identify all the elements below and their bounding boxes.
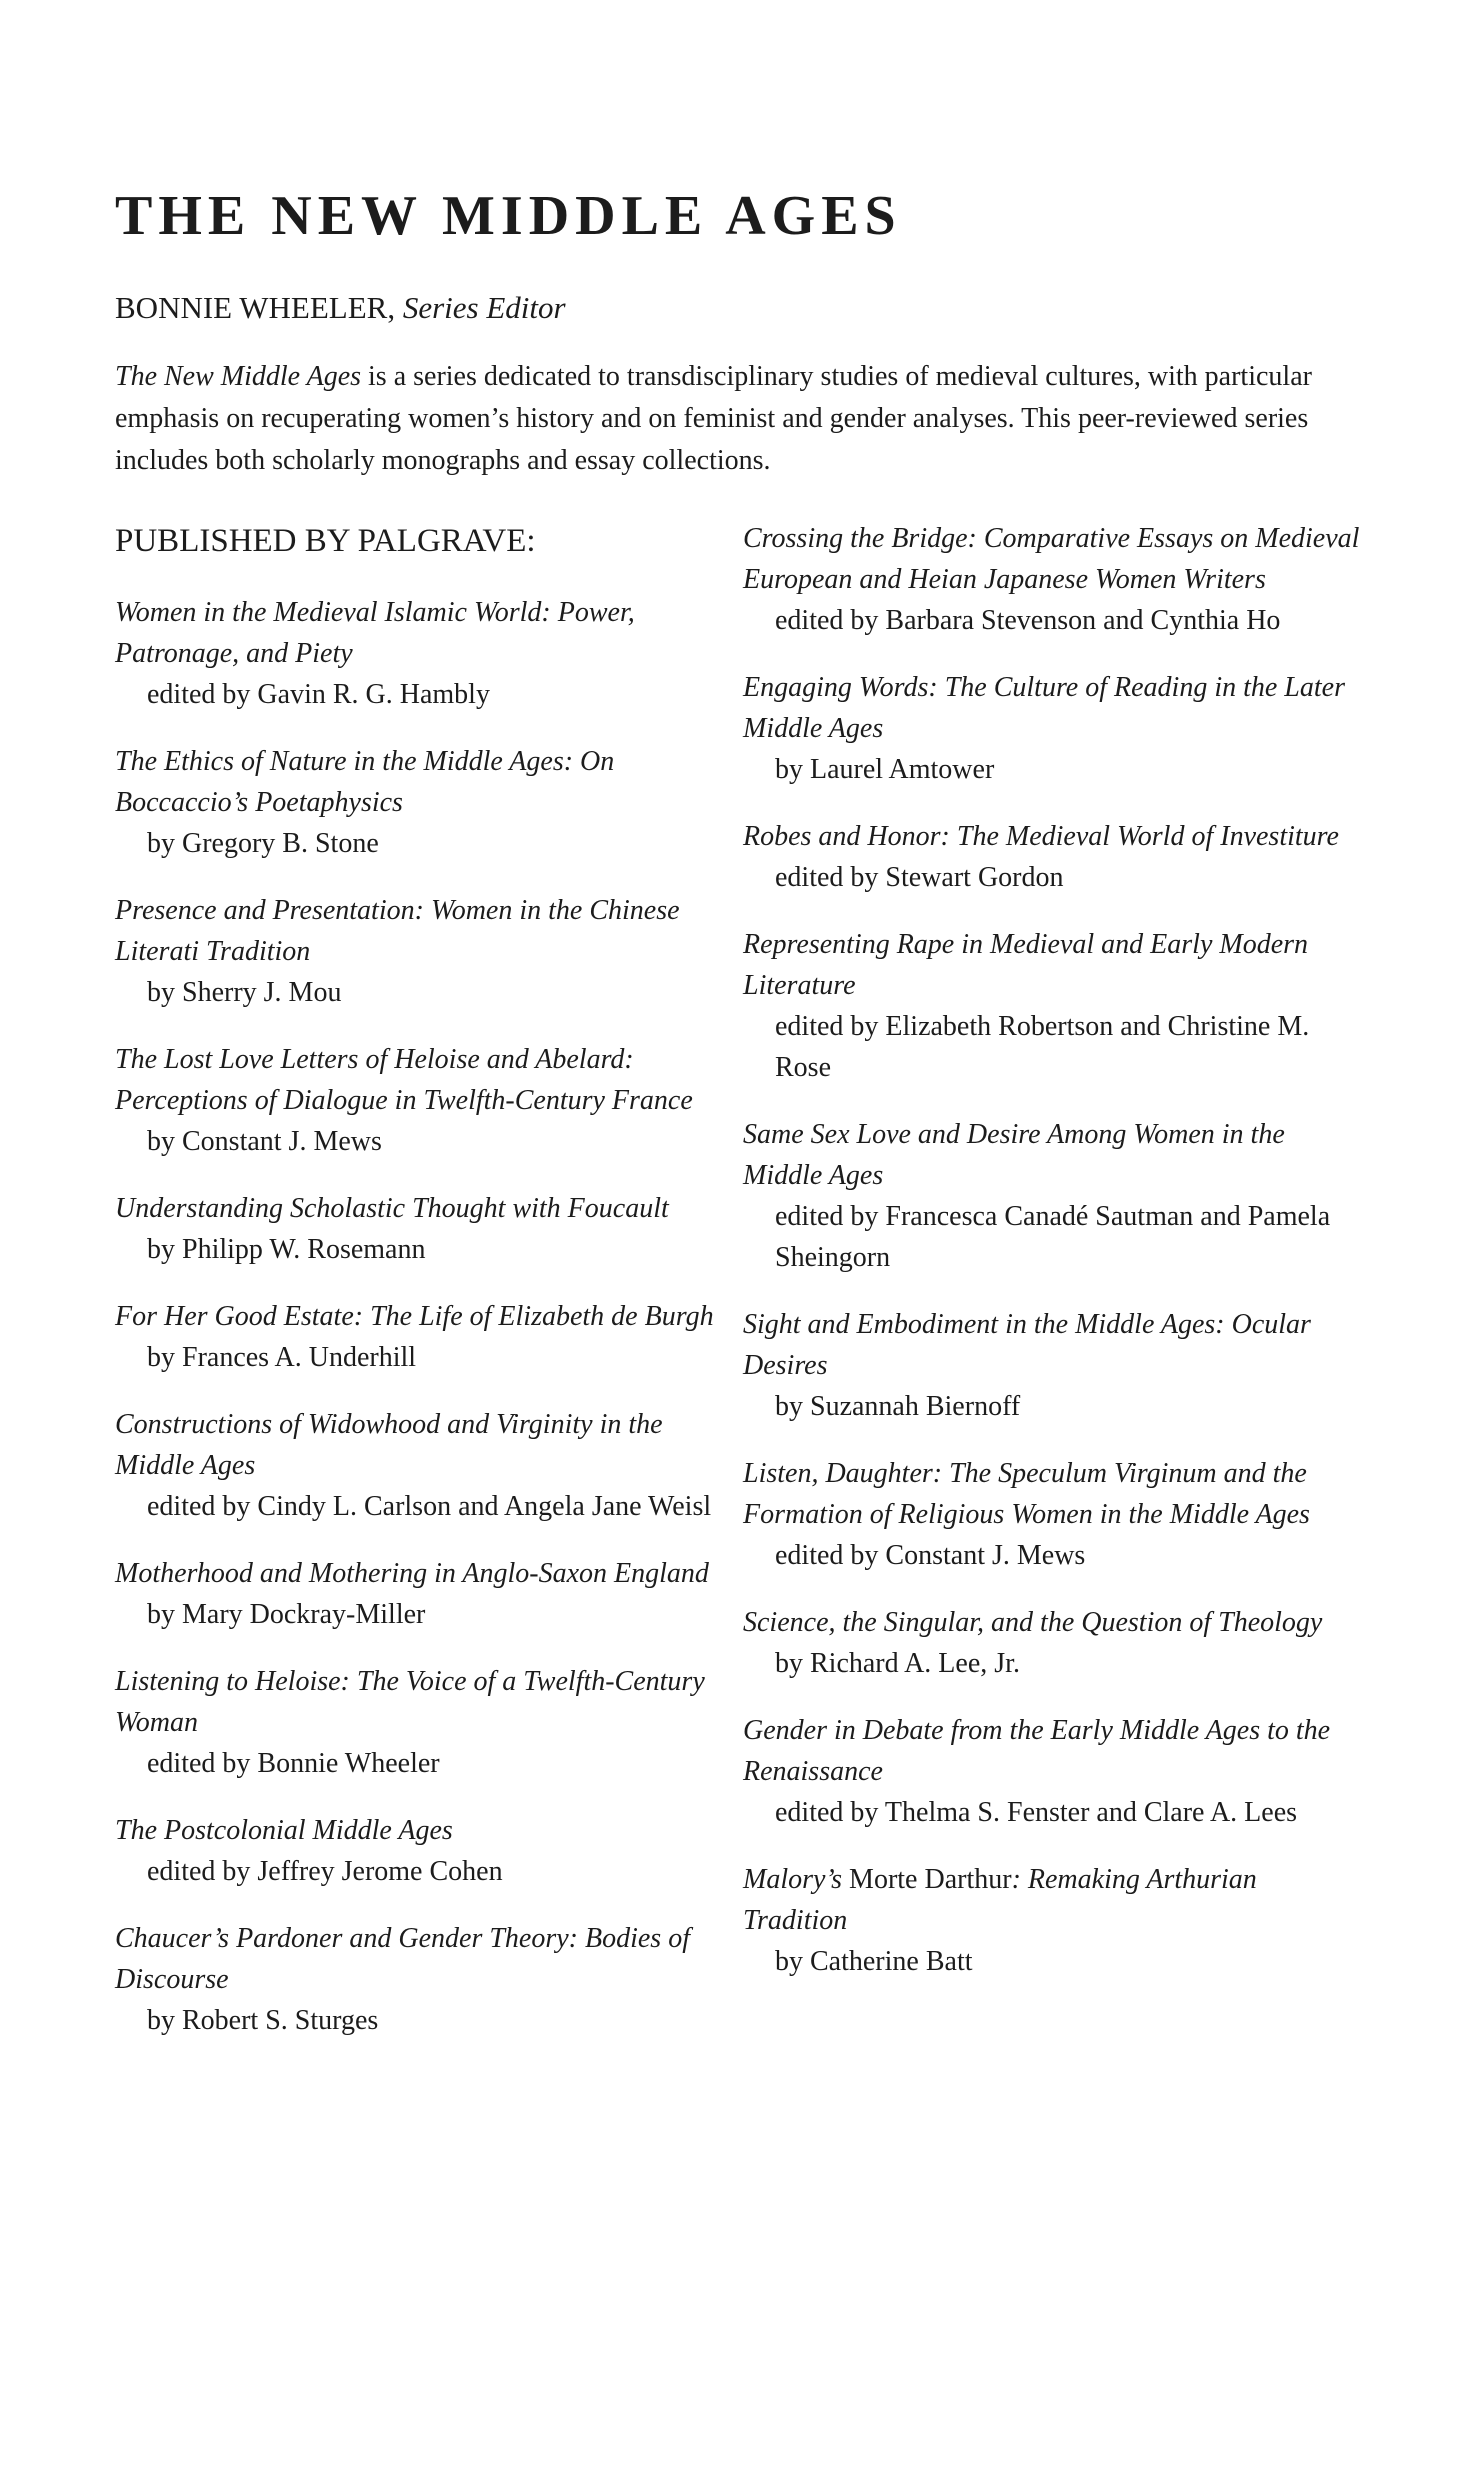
book-entry (115, 741, 735, 864)
book-entry (115, 1039, 735, 1162)
book-entry (743, 1304, 1363, 1427)
series-editor (115, 288, 566, 328)
book-entry (115, 1918, 735, 2041)
book-credit: by Constant J. Mews (147, 1125, 382, 1157)
description-text: is a series dedicated to transdisciplinary studies of medieval cultures, with particular emphasis on recuperating women’s history and on feminist and gender analyses. This peer-reviewed series includes both scholarly monographs and essay collections. (115, 361, 1312, 476)
book-credit: by Robert S. Sturges (147, 2004, 379, 2036)
book-entry (115, 890, 735, 1013)
series-title: THE NEW MIDDLE AGES (115, 185, 902, 247)
book-entry (115, 1404, 735, 1527)
book-credit: by Catherine Batt (775, 1946, 973, 1977)
book-entry (743, 1859, 1363, 1982)
book-entry (743, 924, 1363, 1088)
book-title: The Ethics of Nature in the Middle Ages: On Boccaccio’s Poetaphysics (115, 745, 615, 818)
book-credit: edited by Thelma S. Fenster and Clare A. Lees (775, 1797, 1298, 1828)
book-credit: by Philipp W. Rosemann (147, 1233, 426, 1265)
book-credit: by Frances A. Underhill (147, 1341, 417, 1373)
book-credit: edited by Cindy L. Carlson and Angela Jane Weisl (147, 1490, 712, 1522)
book-entry (743, 816, 1363, 898)
book-credit: by Gregory B. Stone (147, 827, 379, 859)
book-title: Same Sex Love and Desire Among Women in the Middle Ages (743, 1119, 1285, 1191)
book-title: Crossing the Bridge: Comparative Essays on Medieval European and Heian Japanese Women Writers (743, 523, 1360, 595)
series-description (115, 356, 1355, 482)
book-title (743, 1859, 1363, 1941)
book-entry (743, 1710, 1363, 1833)
book-title: The Postcolonial Middle Ages (115, 1814, 453, 1846)
book-entry (743, 1114, 1363, 1278)
book-title: Listen, Daughter: The Speculum Virginum and the Formation of Religious Women in the Middle Ages (743, 1458, 1310, 1530)
description-series-title: The New Middle Ages (115, 361, 362, 392)
book-title: Understanding Scholastic Thought with Foucault (115, 1192, 669, 1224)
book-credit: by Laurel Amtower (775, 754, 995, 785)
book-title: Constructions of Widowhood and Virginity in the Middle Ages (115, 1408, 663, 1481)
book-entry (115, 1661, 735, 1784)
right-column (743, 518, 1363, 2008)
book-title: Gender in Debate from the Early Middle Ages to the Renaissance (743, 1715, 1331, 1787)
book-title: Robes and Honor: The Medieval World of Investiture (743, 821, 1339, 852)
book-credit: edited by Stewart Gordon (775, 862, 1064, 893)
book-entry (743, 1453, 1363, 1576)
book-entry (743, 667, 1363, 790)
book-title-part: Malory’s (743, 1864, 850, 1895)
left-book-list (115, 592, 735, 2041)
book-credit: by Richard A. Lee, Jr. (775, 1648, 1020, 1679)
left-column (115, 510, 735, 2067)
editor-name: BONNIE WHEELER, (115, 290, 396, 325)
book-entry (743, 518, 1363, 641)
book-title: Presence and Presentation: Women in the Chinese Literati Tradition (115, 894, 680, 967)
book-credit: edited by Jeffrey Jerome Cohen (147, 1855, 503, 1887)
book-credit: edited by Constant J. Mews (775, 1540, 1086, 1571)
book-title: Motherhood and Mothering in Anglo-Saxon England (115, 1557, 709, 1589)
book-title: Representing Rape in Medieval and Early Modern Literature (743, 929, 1309, 1001)
book-credit: edited by Bonnie Wheeler (147, 1747, 440, 1779)
book-credit: edited by Francesca Canadé Sautman and Pamela Sheingorn (775, 1201, 1331, 1273)
book-title: Science, the Singular, and the Question of Theology (743, 1607, 1323, 1638)
book-entry (115, 1188, 735, 1270)
book-title-work: Morte Darthur (849, 1864, 1012, 1895)
book-title-part: : Remaking Arthurian Tradition (743, 1864, 1257, 1936)
book-credit: by Sherry J. Mou (147, 976, 342, 1008)
editor-role: Series Editor (402, 290, 566, 325)
book-entry (115, 1810, 735, 1892)
book-credit: edited by Barbara Stevenson and Cynthia Ho (775, 605, 1281, 636)
book-entry (115, 1296, 735, 1378)
book-credit: by Suzannah Biernoff (775, 1391, 1021, 1422)
book-title: Engaging Words: The Culture of Reading in the Later Middle Ages (743, 672, 1345, 744)
publisher-heading: PUBLISHED BY PALGRAVE: (115, 523, 536, 559)
book-credit: edited by Gavin R. G. Hambly (147, 678, 490, 710)
book-credit: by Mary Dockray-Miller (147, 1598, 426, 1630)
book-title: Women in the Medieval Islamic World: Power, Patronage, and Piety (115, 596, 635, 669)
right-book-list (743, 518, 1363, 1833)
book-credit: edited by Elizabeth Robertson and Christine M. Rose (775, 1011, 1310, 1083)
book-title: Sight and Embodiment in the Middle Ages: Ocular Desires (743, 1309, 1311, 1381)
book-entry (115, 1553, 735, 1635)
book-entry (743, 1602, 1363, 1684)
book-title: Chaucer’s Pardoner and Gender Theory: Bodies of Discourse (115, 1922, 690, 1995)
book-entry (115, 592, 735, 715)
book-title: For Her Good Estate: The Life of Elizabeth de Burgh (115, 1300, 714, 1332)
book-title: The Lost Love Letters of Heloise and Abelard: Perceptions of Dialogue in Twelfth-Century France (115, 1043, 693, 1116)
book-title: Listening to Heloise: The Voice of a Twelfth-Century Woman (115, 1665, 705, 1738)
